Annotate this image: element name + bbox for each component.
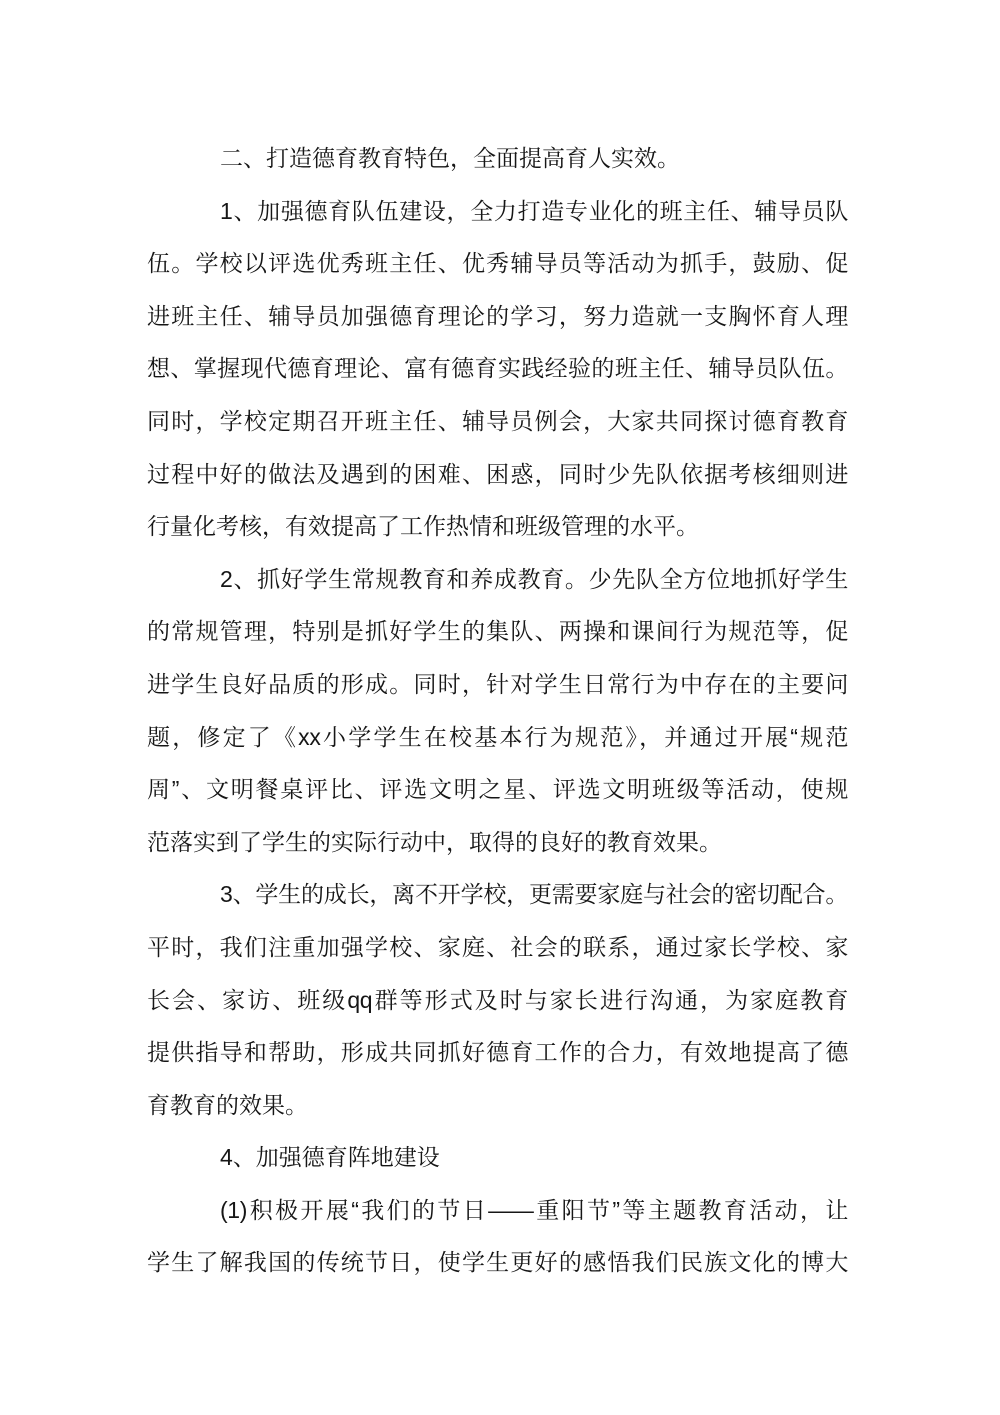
body-text-line: 学生了解我国的传统节日，使学生更好的感悟我们民族文化的博大 [147,1249,848,1276]
body-text-line: 同时，学校定期召开班主任、辅导员例会，大家共同探讨德育教育 [147,407,848,434]
body-text-line: 周”、文明餐桌评比、评选文明之星、评选文明班级等活动，使规 [147,776,848,803]
body-text-line: 平时，我们注重加强学校、家庭、社会的联系，通过家长学校、家 [147,933,848,960]
body-text-line: 长会、家访、班级qq群等形式及时与家长进行沟通，为家庭教育 [147,986,848,1013]
body-text-line: 1、加强德育队伍建设，全力打造专业化的班主任、辅导员队 [220,197,848,224]
body-text-line: 进班主任、辅导员加强德育理论的学习，努力造就一支胸怀育人理 [147,302,848,329]
body-text-line: 进学生良好品质的形成。同时，针对学生日常行为中存在的主要问 [147,670,848,697]
body-text-line: (1)积极开展“我们的节日——重阳节”等主题教育活动，让 [220,1196,848,1223]
body-text-line: 提供指导和帮助，形成共同抓好德育工作的合力，有效地提高了德 [147,1039,848,1066]
body-text-line: 育教育的效果。 [147,1091,308,1118]
body-text-line: 伍。学校以评选优秀班主任、优秀辅导员等活动为抓手，鼓励、促 [147,250,848,277]
body-text-line: 题，修定了《xx小学学生在校基本行为规范》，并通过开展“规范 [147,723,848,750]
body-text-line: 想、掌握现代德育理论、富有德育实践经验的班主任、辅导员队伍。 [147,355,848,382]
body-text-line: 行量化考核，有效提高了工作热情和班级管理的水平。 [147,513,699,540]
body-text-line: 4、加强德育阵地建设 [220,1144,440,1171]
body-text-line: 2、抓好学生常规教育和养成教育。少先队全方位地抓好学生 [220,565,848,592]
text-block [147,132,848,1289]
body-text-line: 3、学生的成长，离不开学校，更需要家庭与社会的密切配合。 [220,881,848,908]
body-text-line: 范落实到了学生的实际行动中，取得的良好的教育效果。 [147,828,722,855]
body-text-line: 过程中好的做法及遇到的困难、困惑，同时少先队依据考核细则进 [147,460,848,487]
section-heading-line: 二、打造德育教育特色，全面提高育人实效。 [220,145,680,171]
body-text-line: 的常规管理，特别是抓好学生的集队、两操和课间行为规范等，促 [147,618,848,645]
